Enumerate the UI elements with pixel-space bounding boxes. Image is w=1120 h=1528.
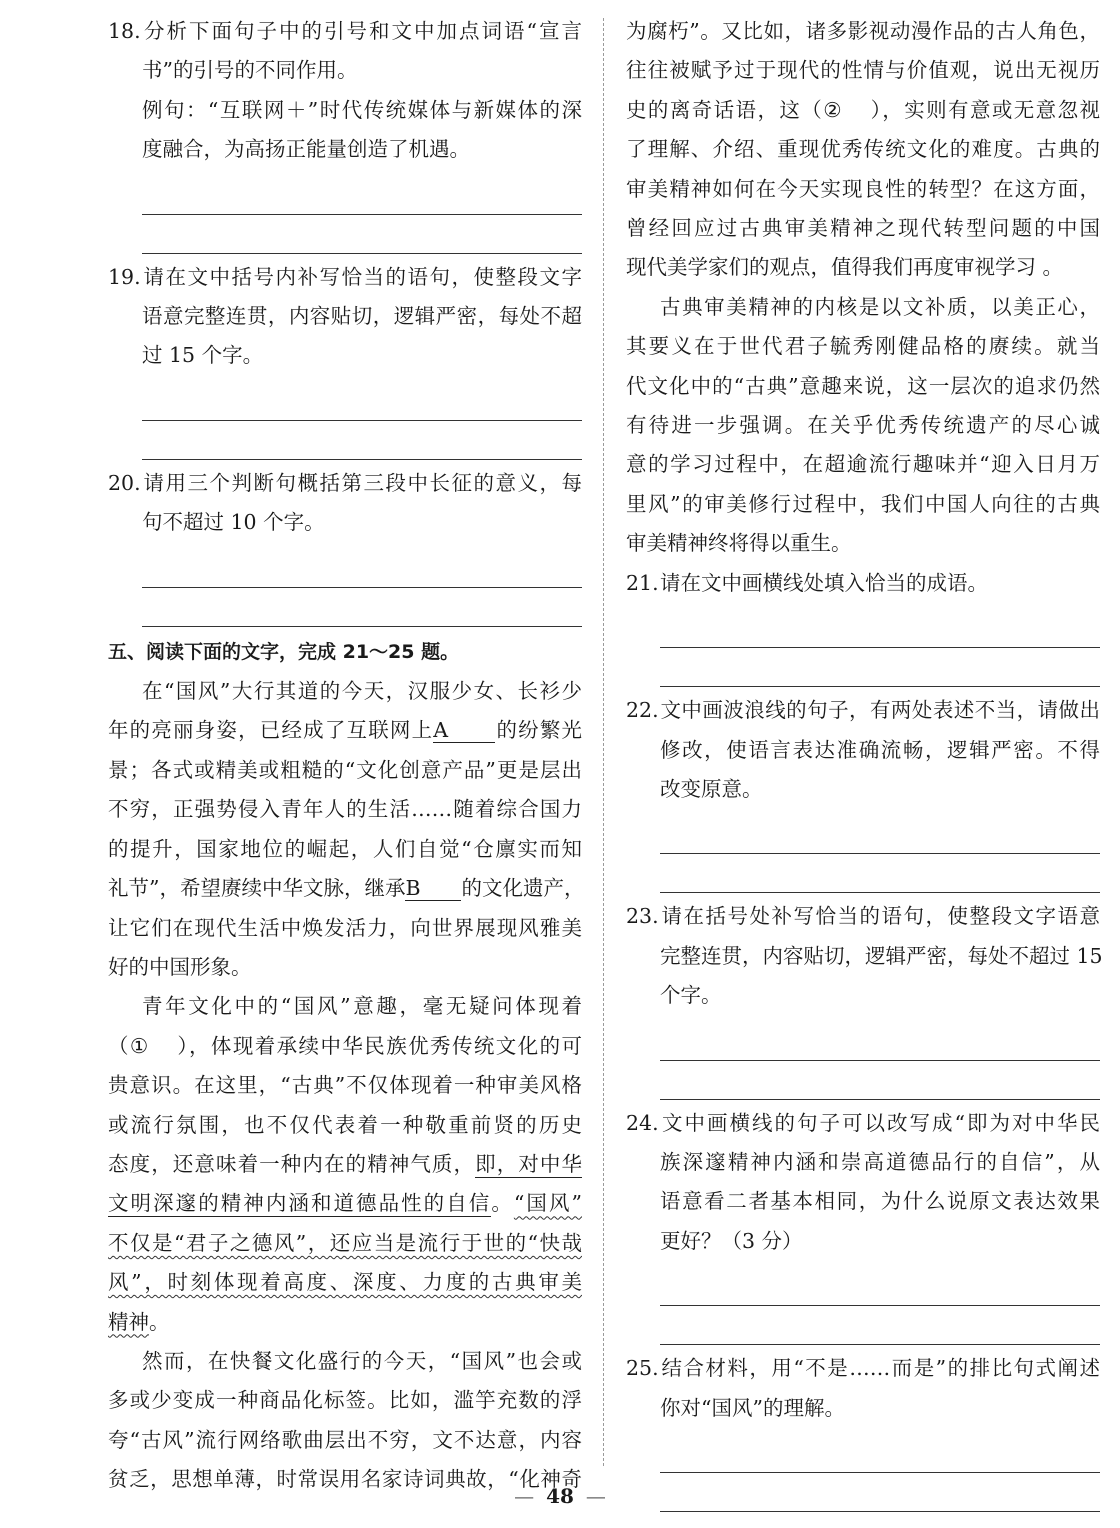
blank-a: A [433, 718, 495, 743]
passage-paragraph-3 [108, 1342, 582, 1500]
passage-line: 然而，在快餐文化盛行的今天，“国风”也会或 [142, 1348, 582, 1373]
underlined-sentence: 即，对中华 [475, 1151, 583, 1176]
passage-line: 古典审美精神的内核是以文补质，以美正心， [660, 294, 1100, 319]
question-number: 25. [626, 1356, 659, 1381]
answer-line[interactable] [660, 815, 1100, 854]
passage-line: 不穷，正强势侵入青年人的生活……随着综合国力 [108, 797, 582, 822]
passage-line: 审美精神终将得以重生。 [626, 531, 852, 556]
question-text: 你对“国风”的理解。 [660, 1395, 845, 1420]
passage-line: 夸“古风”流行网络歌曲层出不穷，文不达意，内容 [108, 1427, 582, 1452]
question-text: 结合材料，用“不是……而是”的排比句式阐述 [660, 1356, 1100, 1381]
section-heading: 五、阅读下面的文字，完成 21～25 题。 [108, 640, 460, 663]
page-footer [0, 1484, 1120, 1508]
passage-line: 青年文化中的“国风”意趣，毫无疑问体现着 [142, 994, 582, 1019]
answer-line[interactable] [142, 549, 582, 588]
question-18 [108, 12, 582, 254]
question-number: 24. [626, 1110, 659, 1135]
question-text: 族深邃精神内涵和崇高道德品行的自信”，从 [660, 1149, 1100, 1174]
question-20 [108, 464, 582, 627]
passage-paragraph-3-cont [626, 12, 1100, 288]
question-number: 22. [626, 698, 659, 723]
blank-circle-2: ② [823, 97, 842, 122]
passage-line [108, 1263, 582, 1302]
blank-b: B [405, 876, 461, 901]
answer-line[interactable] [660, 1434, 1100, 1473]
passage-line: 代文化中的“古典”意趣来说，这一层次的追求仍然 [626, 373, 1100, 398]
question-24 [626, 1104, 1100, 1346]
wavy-sentence: 精神 [108, 1309, 149, 1334]
underlined-sentence: 文明深邃的精神内涵和道德品性的自信 [108, 1191, 492, 1216]
question-text: 改变原意。 [660, 776, 763, 801]
passage-line: 为腐朽”。又比如，诸多影视动漫作品的古人角色， [626, 19, 1100, 43]
footer-dash-left: — [514, 1484, 535, 1508]
passage-line: 审美精神如何在今天实现良性的转型？在这方面， [626, 176, 1100, 201]
passage-line: 多或少变成一种商品化标签。比如，滥竽充数的浮 [108, 1388, 582, 1413]
page-number: 48 [546, 1484, 574, 1508]
passage-line: 往往被赋予过于现代的性情与价值观，说出无视历 [626, 58, 1100, 83]
wavy-sentence: 不仅是“君子之德风”，还应当是流行于世的“快哉 [108, 1230, 582, 1255]
column-divider [603, 18, 604, 1466]
answer-line[interactable] [660, 854, 1100, 893]
answer-line[interactable] [660, 609, 1100, 648]
passage-line: 态度，还意味着一种内在的精神气质，即，对中华 [108, 1151, 583, 1176]
example-sentence: 例句：“互联网＋”时代传统媒体与新媒体的深 [142, 97, 582, 122]
passage-paragraph-4 [626, 288, 1100, 564]
passage-line [108, 1224, 582, 1263]
passage-line: 里风”的审美修行过程中，我们中国人向往的古典 [626, 491, 1100, 516]
passage-paragraph-2 [108, 987, 582, 1342]
right-column [626, 12, 1103, 1512]
passage-line: 景；各式或精美或粗糙的“文化创意产品”更是层出 [108, 757, 582, 782]
passage-line: 了理解、介绍、重现优秀传统文化的难度。古典的 [626, 137, 1100, 162]
left-column [108, 12, 585, 1500]
passage-line: 意的学习过程中，在超逾流行趣味并“迎入日月万 [626, 452, 1100, 477]
answer-line[interactable] [142, 421, 582, 460]
question-text: 分析下面句子中的引号和文中加点词语“宣言 [142, 19, 582, 43]
passage-line: 贵意识。在这里，“古典”不仅体现着一种审美风格 [108, 1073, 582, 1098]
question-22 [626, 691, 1100, 893]
passage-line: 或流行氛围，也不仅代表着一种敬重前贤的历史 [108, 1112, 582, 1137]
passage-line: 让它们在现代生活中焕发活力，向世界展现风雅美 [108, 915, 582, 940]
wavy-sentence: 风”，时刻体现着高度、深度、力度的古典审美 [108, 1270, 582, 1295]
question-text: 文中画波浪线的句子，有两处表述不当，请做出 [660, 698, 1100, 723]
question-text: 语意完整连贯，内容贴切，逻辑严密，每处不超 [142, 304, 582, 329]
question-text: 句不超过 10 个字。 [142, 510, 325, 535]
answer-line[interactable] [142, 382, 582, 421]
question-text: 书”的引号的不同作用。 [142, 58, 358, 83]
question-text: 请在文中画横线处填入恰当的成语。 [660, 570, 988, 595]
question-19 [108, 258, 582, 460]
passage-line: 礼节”，希望赓续中华文脉，继承B 的文化遗产， [108, 876, 585, 901]
question-text: 请在文中括号内补写恰当的语句，使整段文字 [142, 264, 582, 289]
question-23 [626, 897, 1103, 1099]
answer-line[interactable] [660, 1061, 1100, 1100]
question-number: 23. [626, 904, 659, 929]
passage-line: （① ），体现着承续中华民族优秀传统文化的可 [108, 1027, 582, 1066]
passage-line: 曾经回应过古典审美精神之现代转型问题的中国 [626, 216, 1100, 241]
passage-line: 现代美学家们的观点，值得我们再度审视学习 。 [626, 255, 1064, 280]
answer-line[interactable] [142, 176, 582, 215]
passage-line: 精神。 [108, 1309, 170, 1334]
passage-line: 其要义在于世代君子毓秀刚健品格的赓续。就当 [626, 334, 1100, 359]
answer-line[interactable] [660, 1306, 1100, 1345]
passage-line: 贫乏，思想单薄，时常误用名家诗词典故，“化神奇 [108, 1467, 582, 1492]
question-text: 修改，使语言表达准确流畅，逻辑严密。不得 [660, 737, 1100, 762]
question-number: 20. [108, 470, 141, 495]
question-text: 个字。 [660, 983, 722, 1008]
answer-line[interactable] [660, 1267, 1100, 1306]
passage-line: 在“国风”大行其道的今天，汉服少女、长衫少 [142, 679, 582, 704]
passage-line: 年的亮丽身姿，已经成了互联网上A 的纷繁光 [108, 718, 583, 743]
question-text: 完整连贯，内容贴切，逻辑严密，每处不超过 15 [660, 943, 1103, 968]
answer-line[interactable] [142, 215, 582, 254]
passage-line: 史的离奇话语，这（② ），实则有意或无意忽视 [626, 91, 1100, 130]
question-21 [626, 564, 1100, 687]
question-text: 请用三个判断句概括第三段中长征的意义，每 [142, 470, 582, 495]
answer-line[interactable] [660, 648, 1100, 687]
question-text: 请在括号处补写恰当的语句，使整段文字语意 [660, 904, 1100, 929]
question-number: 21. [626, 570, 659, 595]
question-text: 文中画横线的句子可以改写成“即为对中华民 [660, 1110, 1100, 1135]
question-number: 18. [108, 19, 141, 43]
answer-line[interactable] [660, 1022, 1100, 1061]
passage-line: 文明深邃的精神内涵和道德品性的自信。“国风” [108, 1191, 583, 1216]
question-text: 过 15 个字。 [142, 343, 264, 368]
footer-dash-right: — [585, 1484, 606, 1508]
question-text: 语意看二者基本相同，为什么说原文表达效果 [660, 1189, 1100, 1214]
passage-paragraph-1 [108, 672, 585, 987]
passage-line: 的提升，国家地位的崛起，人们自觉“仓廪实而知 [108, 836, 582, 861]
blank-circle-1: ① [129, 1033, 149, 1058]
passage-line: 有待进一步强调。在关乎优秀传统遗产的尽心诚 [626, 413, 1100, 438]
answer-line[interactable] [142, 588, 582, 627]
question-number: 19. [108, 264, 141, 289]
question-text: 更好？（3 分） [660, 1228, 803, 1253]
example-sentence: 度融合，为高扬正能量创造了机遇。 [142, 137, 470, 162]
wavy-sentence: “国风” [513, 1191, 583, 1216]
passage-line: 好的中国形象。 [108, 954, 252, 979]
